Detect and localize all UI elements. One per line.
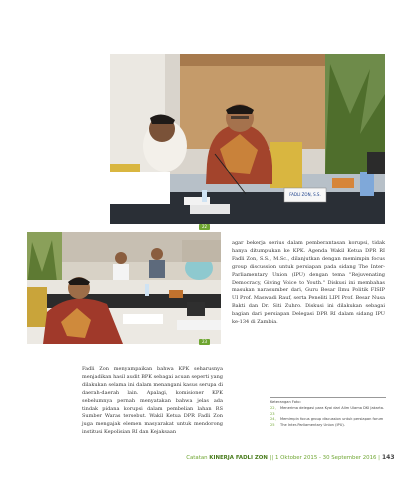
caption-number: 22, 23 <box>270 406 276 416</box>
page-number: 143 <box>382 454 395 461</box>
caption-text: Menerima delegasi para Kyai dari Alim Ulama DKI Jakarta. <box>280 406 385 411</box>
footer-prefix: Catatan <box>186 455 208 461</box>
meeting-photo-bottom <box>27 232 221 344</box>
footer-separator: || <box>269 455 274 461</box>
footer-period: 1 Oktober 2015 - 30 September 2016 <box>274 455 377 461</box>
footer-page-separator: | <box>378 455 380 461</box>
footer-brand: KINERJA FADLI ZON <box>209 455 268 461</box>
page-footer <box>170 455 380 461</box>
photo-captions <box>270 400 386 428</box>
caption-divider <box>270 397 386 398</box>
caption-number: 24, 25 <box>270 417 276 427</box>
caption-text: Memimpin focus group discussion untuk persiapan forum The Inter-Parliamentary Union (IPU). <box>280 417 384 427</box>
article-column-left: Fadli Zon menyampaikan bahwa KPK seharusnya menjadikan hasil audit BPK sebagai acuan seperti yang dilakukan selama ini dalam menangani kasus serupa di daerah-daerah lain. Apalagi, komisioner KPK sebelumnya pernah menyatakan bahwa jelas ada tindak pidana korupsi dalam pembelian lahan RS Sumber Waras tersebut. Wakil Ketua DPR Fadli Zon juga mengajak elemen masyarakat untuk mendorong institusi Kepolisian RI dan Kejaksaan <box>82 366 223 436</box>
caption-item <box>270 406 386 417</box>
photo-number-badge: 23 <box>199 339 210 345</box>
nameplate-text: FADLI ZON, S.S. <box>289 192 321 197</box>
meeting-photo-top <box>110 54 385 224</box>
captions-title: Keterangan Foto: <box>270 400 301 404</box>
article-column-right: agar bekerja serius dalam pemberantasan korupsi, tidak hanya ditumpukan ke KPK. Agenda Wakil Ketua DPR RI Fadli Zon, S.S., M.Sc., dilanjutkan dengan memimpin focus group discussion untuk persiapan pada sidang The Inter-Parliamentary Union (IPU) dengan tema "Rejuvenating Democracy, Giving Voice to Youth." Diskusi ini membahas masukan narasumber dari, Guru Besar Ilmu Politik FISIP UI Prof. Maswadi Rauf, serta Peneliti LIPI Prof. Besar Nusa Bakti dan Dr. Siti Zuhro. Diskusi ini dilakukan sebagai bagian dari persiapan Delegasi DPR RI dalam sidang IPU ke-134 di Zambia. <box>232 240 385 326</box>
photo-number-badge: 22 <box>199 224 210 230</box>
caption-item <box>270 417 386 428</box>
